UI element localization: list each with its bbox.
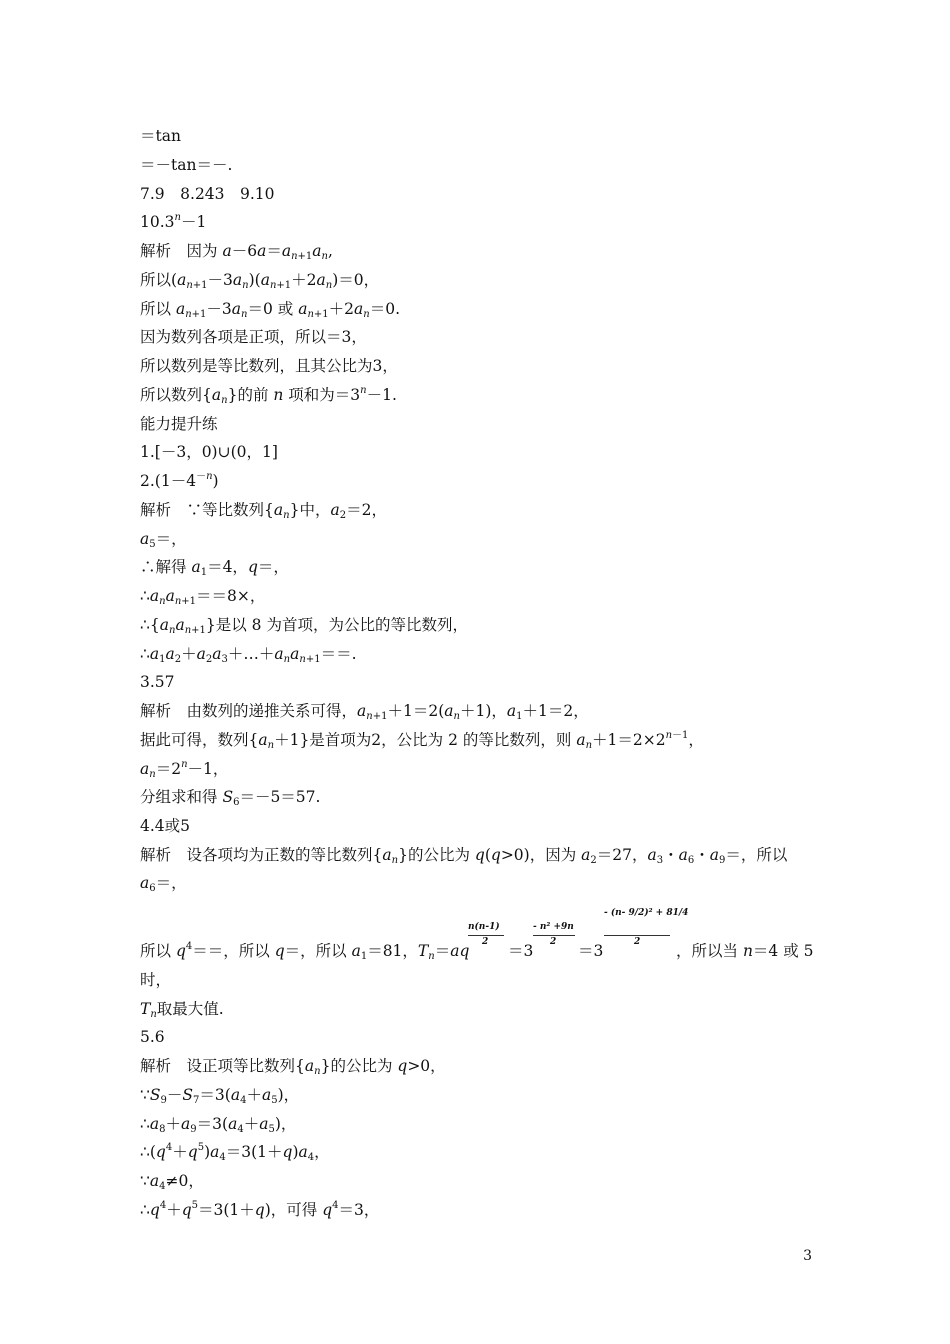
- text-line: 3.57: [140, 673, 175, 691]
- text-line: 解析 由数列的递推关系可得，$a_{n+1}+1=2(a_n+1)$，$a_1+1=2$，: [140, 702, 589, 722]
- text-line: ∴解得 $a_1=4$，q＝，: [140, 558, 289, 578]
- text-line: $a_5=$，: [140, 530, 187, 550]
- text-line: $10.3^n-1$: [140, 212, 207, 231]
- exponent-numerator: n(n-1): [468, 922, 500, 932]
- text-line: 所以数列$\{a_n\}$的前 n 项和为$=3^n-1$.: [140, 385, 397, 406]
- text-line: $a_6=$，: [140, 874, 187, 894]
- formula-part: ，所以当 n＝4 或 5: [676, 942, 814, 960]
- text-line: ＝－tan＝－.: [140, 156, 233, 174]
- exponent-denominator: 2: [482, 937, 489, 947]
- text-line: 5.6: [140, 1028, 165, 1046]
- formula-part: ＝3: [578, 942, 604, 960]
- formula-line: 所以 $q^4==$，所以 q＝，所以 $a_1=81$，$T_n=aq$: [140, 941, 470, 962]
- text-line: 解析 设各项均为正数的等比数列$\{a_n\}$的公比为 q(q>0)，因为 $a_2=27$，$a_3$・$a_6$・$a_9=$，所以: [140, 846, 788, 866]
- exponent-denominator: 2: [550, 937, 557, 947]
- text-line: 1.[－3，0)∪(0，1]: [140, 443, 278, 461]
- text-line: 7.9 8.243 9.10: [140, 185, 275, 203]
- text-line: 4.4或5: [140, 817, 191, 835]
- text-line: 分组求和得 $S_6=-5=57$.: [140, 788, 321, 808]
- text-line: 据此可得，数列$\{a_n+1\}$是首项为2，公比为 2 的等比数列，则 $a_n+1=2\times 2^{n-1}$，: [140, 730, 704, 751]
- text-line: $\therefore\{a_na_{n+1}\}$是以 8 为首项，为公比的等比数列，: [140, 616, 468, 636]
- text-line: $\therefore a_na_{n+1}==8\times$，: [140, 587, 266, 607]
- fraction-bar: [604, 935, 670, 936]
- text-line: 解析 设正项等比数列$\{a_n\}$的公比为 q>0，: [140, 1057, 446, 1077]
- fraction-bar: [468, 935, 504, 936]
- exponent-numerator: - n² +9n: [533, 922, 574, 932]
- text-line: $\therefore q^4+q^5=3(1+q)$，可得 $q^4=3$，: [140, 1200, 380, 1219]
- text-line: 所以$(a_{n+1}-3a_n)(a_{n+1}+2a_n)=0$，: [140, 271, 380, 291]
- exponent-denominator: 2: [634, 937, 641, 947]
- text-line: 时，: [140, 971, 172, 989]
- text-line: $\because S_9-S_7=3(a_4+a_5)$，: [140, 1086, 300, 1106]
- page-number: 3: [803, 1248, 812, 1264]
- formula-part: ＝3: [508, 942, 534, 960]
- section-heading: 能力提升练: [140, 415, 218, 433]
- text-line: 解析 ∵等比数列$\{a_n\}$中，$a_2=2$，: [140, 501, 387, 521]
- text-line: $T_n$取最大值.: [140, 1000, 224, 1020]
- text-line: $2.(1-4^{-n})$: [140, 471, 219, 490]
- text-line: $a_n=2^n-1$，: [140, 759, 229, 780]
- text-line: $\therefore(q^4+q^5)a_4=3(1+q)a_4$，: [140, 1142, 330, 1163]
- text-line: $\therefore a_1a_2+a_2a_3+\dots+a_na_{n+1}==$.: [140, 645, 357, 665]
- text-line: 所以 $a_{n+1}-3a_n=0$ 或 $a_{n+1}+2a_n=0$.: [140, 300, 401, 320]
- fraction-bar: [533, 935, 575, 936]
- text-line: 所以数列是等比数列，且其公比为3，: [140, 357, 398, 375]
- text-line: $\because a_4\ne 0$，: [140, 1172, 204, 1192]
- text-line: 解析 因为 $a-6a=a_{n+1}a_n$,: [140, 242, 333, 262]
- exponent-numerator: - (n- 9/2)² + 81/4: [604, 908, 689, 918]
- text-line: 因为数列各项是正项，所以＝3，: [140, 328, 367, 346]
- text-line: ＝tan: [140, 127, 181, 145]
- text-line: $\therefore a_8+a_9=3(a_4+a_5)$，: [140, 1115, 297, 1135]
